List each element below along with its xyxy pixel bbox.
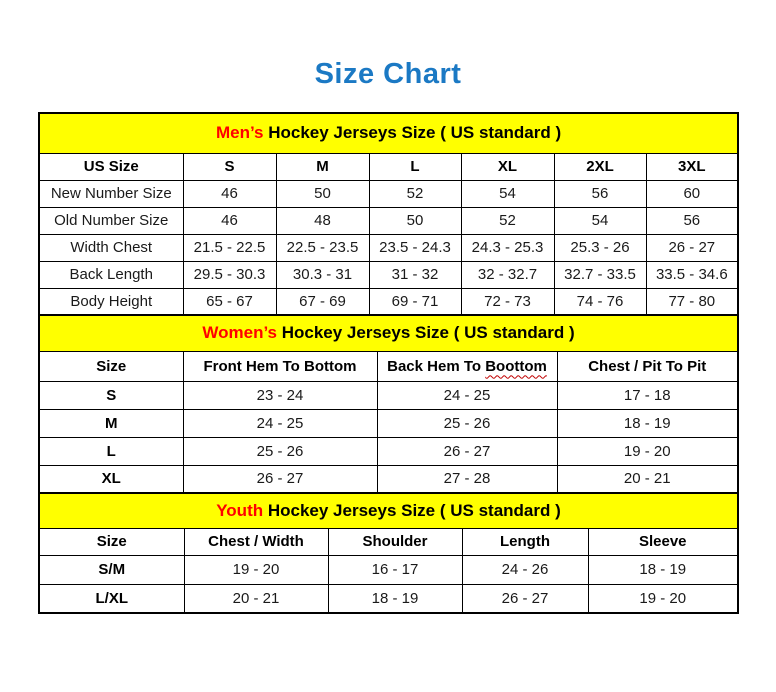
mens-band-highlight: Men’s	[215, 123, 264, 143]
womens-section-band	[39, 315, 738, 351]
mens-section-title	[39, 113, 738, 153]
table-row	[39, 555, 738, 584]
row-label: L/XL	[39, 584, 184, 613]
mens-section-band	[39, 113, 738, 153]
row-label: Width Chest	[39, 234, 183, 261]
size-cell: 60	[646, 180, 738, 207]
row-label: Body Height	[39, 288, 183, 315]
size-cell: 46	[183, 180, 276, 207]
womens-band-rest: Hockey Jerseys Size ( US standard )	[277, 323, 575, 343]
size-cell: 46	[183, 207, 276, 234]
size-cell: 24.3 - 25.3	[461, 234, 554, 261]
table-row	[39, 437, 738, 465]
womens-band-highlight: Women’s	[202, 323, 277, 343]
size-cell: 74 - 76	[554, 288, 646, 315]
column-header: 2XL	[554, 153, 646, 180]
size-cell: 18 - 19	[328, 584, 462, 613]
table-row	[39, 381, 738, 409]
size-cell: 20 - 21	[184, 584, 328, 613]
size-cell: 72 - 73	[461, 288, 554, 315]
size-cell: 31 - 32	[369, 261, 461, 288]
size-cell: 26 - 27	[462, 584, 588, 613]
row-label: Back Length	[39, 261, 183, 288]
spellcheck-underlined-word: Boottom	[485, 357, 547, 375]
table-row	[39, 261, 738, 288]
size-cell: 54	[461, 180, 554, 207]
table-row	[39, 584, 738, 613]
size-cell: 48	[276, 207, 369, 234]
column-header: Size	[39, 528, 184, 555]
womens-size-table	[38, 314, 739, 494]
womens-section-title	[39, 315, 738, 351]
size-cell: 20 - 21	[557, 465, 738, 493]
youth-section-title	[39, 493, 738, 528]
column-header: 3XL	[646, 153, 738, 180]
column-header-misspelled	[377, 351, 557, 381]
size-cell: 18 - 19	[588, 555, 738, 584]
table-row	[39, 180, 738, 207]
table-row	[39, 207, 738, 234]
size-cell: 32 - 32.7	[461, 261, 554, 288]
column-header: Size	[39, 351, 183, 381]
column-header: S	[183, 153, 276, 180]
row-label: S	[39, 381, 183, 409]
size-cell: 18 - 19	[557, 409, 738, 437]
youth-band-rest: Hockey Jerseys Size ( US standard )	[263, 500, 561, 520]
size-cell: 21.5 - 22.5	[183, 234, 276, 261]
size-cell: 23.5 - 24.3	[369, 234, 461, 261]
page-title: Size Chart	[314, 58, 462, 90]
size-cell: 25.3 - 26	[554, 234, 646, 261]
size-cell: 33.5 - 34.6	[646, 261, 738, 288]
size-cell: 17 - 18	[557, 381, 738, 409]
column-header: Length	[462, 528, 588, 555]
row-label: M	[39, 409, 183, 437]
size-cell: 26 - 27	[183, 465, 377, 493]
size-cell: 23 - 24	[183, 381, 377, 409]
column-header: Front Hem To Bottom	[183, 351, 377, 381]
size-cell: 24 - 25	[377, 381, 557, 409]
column-header: Shoulder	[328, 528, 462, 555]
size-cell: 50	[369, 207, 461, 234]
size-cell: 65 - 67	[183, 288, 276, 315]
spellcheck-prefix: Back Hem To	[387, 357, 486, 375]
size-cell: 56	[646, 207, 738, 234]
size-cell: 56	[554, 180, 646, 207]
title-section	[0, 0, 776, 91]
column-header: XL	[461, 153, 554, 180]
size-cell: 27 - 28	[377, 465, 557, 493]
size-cell: 16 - 17	[328, 555, 462, 584]
mens-band-rest: Hockey Jerseys Size ( US standard )	[263, 123, 562, 143]
size-cell: 24 - 25	[183, 409, 377, 437]
youth-size-table	[38, 492, 739, 614]
size-cell: 25 - 26	[183, 437, 377, 465]
size-cell: 19 - 20	[588, 584, 738, 613]
size-cell: 22.5 - 23.5	[276, 234, 369, 261]
table-row	[39, 288, 738, 315]
size-cell: 24 - 26	[462, 555, 588, 584]
size-cell: 67 - 69	[276, 288, 369, 315]
size-cell: 69 - 71	[369, 288, 461, 315]
size-chart	[38, 112, 737, 614]
table-row	[39, 409, 738, 437]
row-label: L	[39, 437, 183, 465]
size-cell: 52	[461, 207, 554, 234]
size-cell: 25 - 26	[377, 409, 557, 437]
table-row	[39, 465, 738, 493]
row-label: New Number Size	[39, 180, 183, 207]
size-cell: 77 - 80	[646, 288, 738, 315]
size-cell: 52	[369, 180, 461, 207]
mens-size-table	[38, 112, 739, 316]
womens-header-row	[39, 351, 738, 381]
youth-section-band	[39, 493, 738, 528]
column-header: Sleeve	[588, 528, 738, 555]
youth-band-highlight: Youth	[216, 500, 264, 520]
size-cell: 50	[276, 180, 369, 207]
row-label: Old Number Size	[39, 207, 183, 234]
column-header: US Size	[39, 153, 183, 180]
row-label: S/M	[39, 555, 184, 584]
table-row	[39, 234, 738, 261]
size-cell: 26 - 27	[646, 234, 738, 261]
size-cell: 19 - 20	[184, 555, 328, 584]
row-label: XL	[39, 465, 183, 493]
column-header: Chest / Pit To Pit	[557, 351, 738, 381]
mens-header-row	[39, 153, 738, 180]
size-cell: 30.3 - 31	[276, 261, 369, 288]
size-cell: 26 - 27	[377, 437, 557, 465]
size-cell: 19 - 20	[557, 437, 738, 465]
column-header: L	[369, 153, 461, 180]
youth-header-row	[39, 528, 738, 555]
size-cell: 54	[554, 207, 646, 234]
column-header: M	[276, 153, 369, 180]
size-cell: 29.5 - 30.3	[183, 261, 276, 288]
column-header: Chest / Width	[184, 528, 328, 555]
size-cell: 32.7 - 33.5	[554, 261, 646, 288]
